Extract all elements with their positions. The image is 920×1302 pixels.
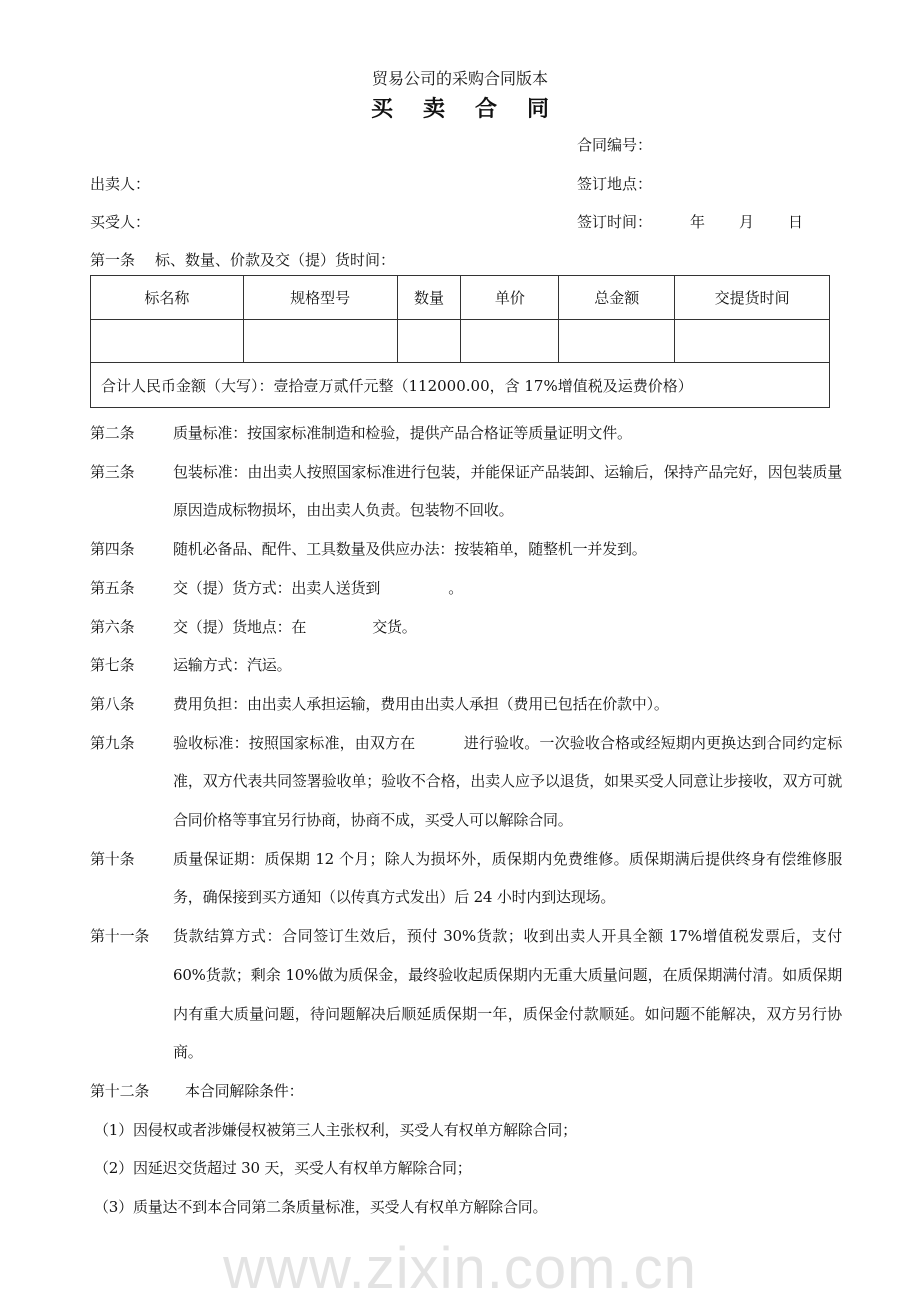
article-text: 本合同解除条件： — [185, 1081, 304, 1100]
buyer-label: 买受人： — [90, 213, 151, 231]
article-11 — [90, 917, 842, 1072]
article-number: 第五条 — [90, 578, 135, 597]
document-title: 买卖合同 — [370, 96, 579, 122]
article-number: 第七条 — [90, 656, 135, 675]
table-cell — [243, 320, 397, 363]
article-text: 运输方式：汽运。 — [173, 656, 292, 675]
header-cell: 交提货时间 — [675, 276, 830, 320]
watermark: www.zixin.com.cn — [223, 1236, 697, 1301]
table-cell — [559, 320, 675, 363]
article-number: 第十条 — [90, 849, 135, 868]
article-number: 第三条 — [90, 462, 135, 481]
article-number: 第八条 — [90, 694, 135, 713]
condition-item: （1）因侵权或者涉嫌侵权被第三人主张权利，买受人有权单方解除合同； — [94, 1120, 577, 1139]
article-text: 货款结算方式：合同签订生效后，预付 30%货款；收到出卖人开具全额 17%增值税发票后，支付 60%货款；剩余 10%做为质保金，最终验收起质保期内无重大质量问题，在质保期满付清。如质保期内有重大质量问题，待问题解决后顺延质保期一年，质保金付款顺延。如问题不能解决，双方另行协商。 — [173, 927, 842, 1062]
article-text: 质量保证期：质保期 12 个月；除人为损坏外，质保期内免费维修。质保期满后提供终身有偿维修服务，确保接到买方通知（以传真方式发出）后 24 小时内到达现场。 — [173, 849, 842, 907]
article-number: 第九条 — [90, 733, 135, 752]
header-cell: 总金额 — [559, 276, 675, 320]
article-text: 交货。 — [372, 617, 417, 636]
condition-item: （3）质量达不到本合同第二条质量标准，买受人有权单方解除合同。 — [94, 1198, 548, 1217]
article-8 — [90, 685, 842, 724]
articles — [90, 414, 842, 1227]
article-9 — [90, 724, 842, 840]
article-5 — [90, 569, 842, 608]
sign-place-label: 签订地点： — [577, 175, 653, 193]
year-label: 年 — [690, 213, 706, 231]
header-cell: 标名称 — [91, 276, 244, 320]
article-number: 第四条 — [90, 540, 135, 559]
article-number: 第六条 — [90, 617, 135, 636]
article-7 — [90, 646, 842, 685]
table-cell — [675, 320, 830, 363]
article-6 — [90, 608, 842, 647]
article-text: 随机必备品、配件、工具数量及供应办法：按装箱单，随整机一并发到。 — [173, 540, 647, 559]
article-text: 交（提）货方式：出卖人送货到 — [173, 578, 381, 597]
seller-label: 出卖人： — [90, 175, 151, 193]
header-cell: 规格型号 — [243, 276, 397, 320]
article-2 — [90, 414, 842, 453]
article-number: 第一条 — [90, 251, 136, 269]
condition-item: （2）因延迟交货超过 30 天，买受人有权单方解除合同； — [94, 1159, 472, 1178]
month-label: 月 — [739, 213, 755, 231]
header-cell: 单价 — [461, 276, 559, 320]
article-text: 费用负担：由出卖人承担运输，费用由出卖人承担（费用已包括在价款中）。 — [173, 694, 669, 713]
article-text: 进行验收。一次验收合格或经短期内更换达到合同约定标准，双方代表共同签署验收单；验收不合格，出卖人应予以退货，如果买受人同意让步接收，双方可就合同价格等事宜另行协商，协商不成，买受人可以解除合同。 — [173, 733, 842, 830]
article-12 — [90, 1072, 842, 1111]
contract-no-label: 合同编号： — [577, 136, 653, 154]
header-cell: 数量 — [397, 276, 461, 320]
article-text: 交（提）货地点：在 — [173, 617, 307, 636]
article-text: 验收标准：按照国家标准，由双方在 — [173, 733, 416, 752]
day-label: 日 — [788, 213, 804, 231]
goods-table — [90, 275, 830, 408]
article-text: 标、数量、价款及交（提）货时间： — [155, 251, 396, 269]
document-subtitle: 贸易公司的采购合同版本 — [371, 69, 548, 88]
article-text: 质量标准：按国家标准制造和检验，提供产品合格证等质量证明文件。 — [173, 424, 632, 442]
sign-time-label: 签订时间： — [577, 213, 653, 231]
table-cell — [91, 320, 244, 363]
article-1 — [90, 249, 395, 270]
article-text: 。 — [448, 578, 464, 597]
article-number: 第十二条 — [90, 1081, 150, 1100]
total-amount: 合计人民币金额（大写）：壹拾壹万贰仟元整（112000.00，含 17%增值税及运费价格） — [91, 363, 830, 408]
article-4 — [90, 530, 842, 569]
article-10 — [90, 840, 842, 917]
article-number: 第十一条 — [90, 927, 150, 946]
table-cell — [461, 320, 559, 363]
article-number: 第二条 — [90, 424, 135, 442]
table-cell — [397, 320, 461, 363]
article-3 — [90, 453, 842, 530]
article-text: 包装标准：由出卖人按照国家标准进行包装，并能保证产品装卸、运输后，保持产品完好，因包装质量原因造成标物损坏，由出卖人负责。包装物不回收。 — [173, 462, 842, 520]
